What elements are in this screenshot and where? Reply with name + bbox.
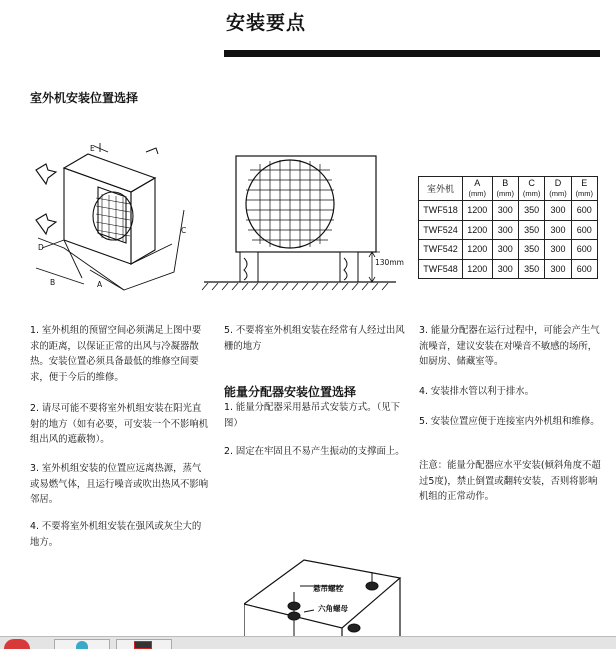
table-cell: TWF542 <box>419 240 463 260</box>
table-cell: 300 <box>492 259 518 279</box>
table-cell: TWF524 <box>419 220 463 240</box>
label-hex-nut: 六角螺母 <box>318 604 348 613</box>
page-title: 安装要点 <box>226 12 307 34</box>
outdoor-note-3: 3. 室外机组安装的位置应远离热源，蒸气或易燃气体，且运行噪音或吹出热风不影响邻居。 <box>30 463 209 505</box>
table-header-cell: B (mm) <box>492 177 518 201</box>
label-hanging-bolt: 悬吊螺栓 <box>313 584 343 593</box>
label-D: D <box>38 243 44 252</box>
distributor-caution: 注意：能量分配器应水平安装(倾斜角度不超过5度)，禁止倒置或翻转安装，否则将影响机组的正常动作。 <box>419 460 601 502</box>
table-row <box>419 201 598 221</box>
label-130mm: 130mm <box>375 258 404 267</box>
table-cell: 300 <box>545 201 571 221</box>
table-cell: 600 <box>571 220 597 240</box>
table-cell: 1200 <box>463 240 493 260</box>
table-header-cell: 室外机 <box>419 177 463 201</box>
table-cell: 350 <box>518 240 544 260</box>
title-rule <box>224 50 600 57</box>
table-cell: 300 <box>545 220 571 240</box>
distributor-note-2: 2. 固定在牢固且不易产生振动的支撑面上。 <box>224 446 405 457</box>
outdoor-note-1: 1. 室外机组的预留空间必须满足上图中要求的距离，以保证正常的出风与冷凝器散热。安装位置必须具备最低的维修空间要求，便于今后的维修。 <box>30 325 202 383</box>
app-icon <box>134 641 152 649</box>
table-cell: 300 <box>545 240 571 260</box>
outdoor-front-view-diagram <box>200 150 415 295</box>
table-row <box>419 240 598 260</box>
start-icon[interactable] <box>4 639 30 649</box>
table-cell: 300 <box>492 240 518 260</box>
table-cell: 300 <box>492 201 518 221</box>
table-row <box>419 259 598 279</box>
table-cell: 350 <box>518 220 544 240</box>
table-cell: 350 <box>518 201 544 221</box>
label-B: B <box>50 278 56 287</box>
table-cell: 1200 <box>463 201 493 221</box>
table-cell: 1200 <box>463 220 493 240</box>
label-C: C <box>181 226 187 235</box>
distributor-note-1: 1. 能量分配器采用悬吊式安装方式。（见下图） <box>224 402 400 429</box>
table-header-row <box>419 177 598 201</box>
spec-table <box>418 176 598 279</box>
table-header-cell: A (mm) <box>463 177 493 201</box>
table-header-cell: E (mm) <box>571 177 597 201</box>
app-icon <box>76 641 88 649</box>
distributor-heading: 能量分配器安装位置选择 <box>224 385 357 399</box>
outdoor-note-4: 4. 不要将室外机组安装在强风或灰尘大的地方。 <box>30 521 202 548</box>
distributor-note-4: 4. 安装排水管以利于排水。 <box>419 386 535 397</box>
table-cell: 1200 <box>463 259 493 279</box>
table-cell: 300 <box>492 220 518 240</box>
label-A: A <box>97 280 103 289</box>
table-cell: 600 <box>571 259 597 279</box>
outdoor-note-5: 5. 不要将室外机组安装在经常有人经过出风栅的地方 <box>224 325 405 352</box>
table-cell: TWF548 <box>419 259 463 279</box>
table-cell: TWF518 <box>419 201 463 221</box>
outdoor-clearance-diagram <box>24 140 204 300</box>
table-cell: 600 <box>571 240 597 260</box>
table-header-cell: D (mm) <box>545 177 571 201</box>
outdoor-note-2: 2. 请尽可能不要将室外机组安装在阳光直射的地方（如有必要，可安装一个不影响机组出风的遮蔽物）。 <box>30 403 209 445</box>
table-cell: 300 <box>545 259 571 279</box>
outdoor-heading: 室外机安装位置选择 <box>30 91 139 105</box>
distributor-note-5: 5. 安装位置应便于连接室内外机组和维修。 <box>419 416 600 427</box>
distributor-note-3: 3. 能量分配器在运行过程中，可能会产生气流噪音，建议安装在对噪音不敏感的场所，如厨房、储藏室等。 <box>419 325 600 367</box>
table-cell: 600 <box>571 201 597 221</box>
table-cell: 350 <box>518 259 544 279</box>
label-E: E <box>90 144 95 153</box>
table-header-cell: C (mm) <box>518 177 544 201</box>
distributor-hanging-diagram <box>244 556 424 636</box>
table-row <box>419 220 598 240</box>
